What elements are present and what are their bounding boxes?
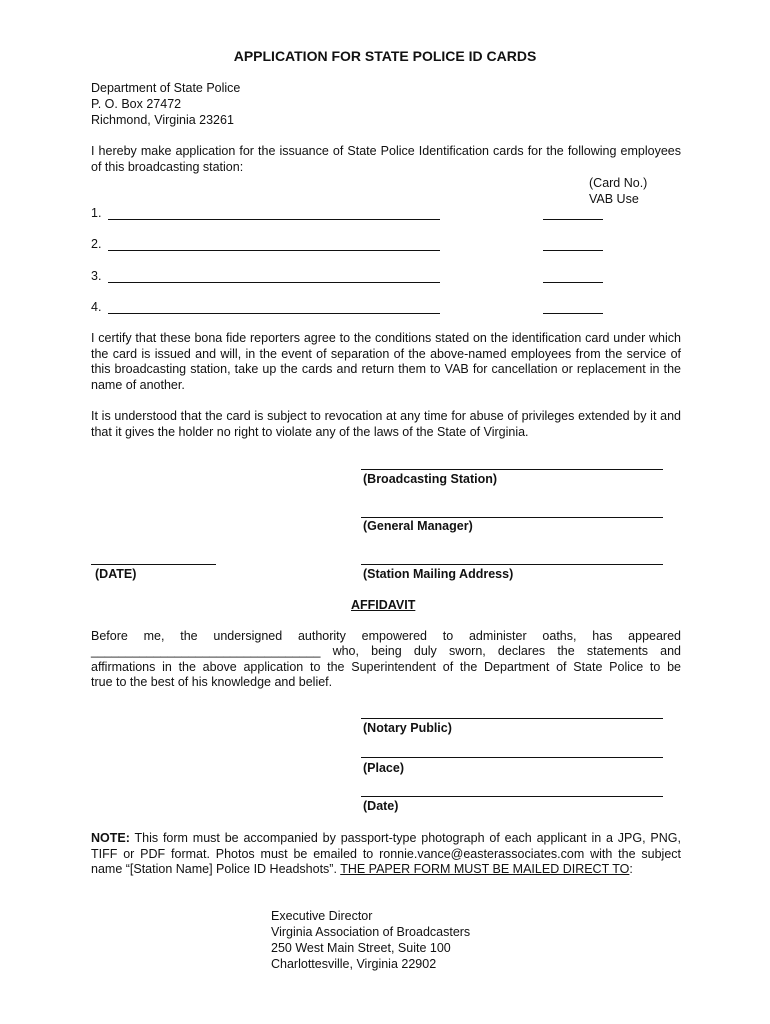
mail-to-line: Charlottesville, Virginia 22902 <box>271 957 437 971</box>
general-manager-caption: (General Manager) <box>363 519 473 533</box>
understood-paragraph: It is understood that the card is subject to revocation at any time for abuse of privileges extended by it and that it gives the holder no right to violate any of the laws of the State of Virginia. <box>91 409 681 439</box>
broadcasting-station-caption: (Broadcasting Station) <box>363 472 498 486</box>
address-line: Department of State Police <box>91 81 241 95</box>
card-number-field[interactable] <box>543 313 603 314</box>
note-text: This form must be accompanied by passport-type photograph of each applicant in a JPG, PNG, TIFF or PDF format. Photos must be emailed to ronnie.vance@easterassociates.com with the subject name “[Station Name] Police ID Headshots”. <box>91 831 681 876</box>
employee-row-number: 3. <box>91 269 102 283</box>
note-label: NOTE: <box>91 831 130 845</box>
mailing-address-caption: (Station Mailing Address) <box>363 567 514 581</box>
employee-name-field[interactable] <box>108 313 440 314</box>
affidavit-line-1: Before me, the undersigned authority empowered to administer oaths, has appeared <box>91 629 681 643</box>
note-colon: : <box>629 862 633 876</box>
certify-paragraph: I certify that these bona fide reporters agree to the conditions stated on the identification card under which the card is issued and will, in the event of separation of the above-named employees from the service of this broadcasting station, take up the cards and return them to VAB for cancellation or replacement in the name of another. <box>91 331 681 392</box>
affidavit-line-2 <box>91 644 681 660</box>
employee-name-field[interactable] <box>108 250 440 251</box>
date-caption: (DATE) <box>95 567 137 581</box>
address-line: P. O. Box 27472 <box>91 97 182 111</box>
intro-paragraph: I hereby make application for the issuance of State Police Identification cards for the following employees of this broadcasting station: <box>91 144 681 174</box>
vab-use-label: VAB Use <box>589 192 639 206</box>
affiant-name-field[interactable]: _________________________________ <box>91 644 321 658</box>
notary-public-field[interactable] <box>361 718 663 719</box>
affidavit-line-4: true to the best of his knowledge and belief. <box>91 675 333 689</box>
general-manager-field[interactable] <box>361 517 663 518</box>
place-caption: (Place) <box>363 761 404 775</box>
mail-to-line: 250 West Main Street, Suite 100 <box>271 941 451 955</box>
card-number-field[interactable] <box>543 282 603 283</box>
page-title: APPLICATION FOR STATE POLICE ID CARDS <box>233 48 537 64</box>
broadcasting-station-field[interactable] <box>361 469 663 470</box>
mailing-address-field[interactable] <box>361 564 663 565</box>
card-number-field[interactable] <box>543 219 603 220</box>
employee-row-number: 4. <box>91 300 102 314</box>
affidavit-date-caption: (Date) <box>363 799 399 813</box>
card-number-field[interactable] <box>543 250 603 251</box>
mail-to-line: Virginia Association of Broadcasters <box>271 925 471 939</box>
affidavit-heading: AFFIDAVIT <box>351 598 416 612</box>
affidavit-date-field[interactable] <box>361 796 663 797</box>
card-no-label: (Card No.) <box>589 176 648 190</box>
employee-name-field[interactable] <box>108 282 440 283</box>
mail-to-line: Executive Director <box>271 909 373 923</box>
affidavit-line-2-text: who, being duly sworn, declares the statements and <box>320 644 681 658</box>
mail-direct-instruction: THE PAPER FORM MUST BE MAILED DIRECT TO <box>340 862 630 876</box>
address-line: Richmond, Virginia 23261 <box>91 113 234 127</box>
date-field[interactable] <box>91 564 216 565</box>
place-field[interactable] <box>361 757 663 758</box>
employee-row-number: 1. <box>91 206 102 220</box>
affidavit-line-3: affirmations in the above application to the Superintendent of the Department of State Police to be <box>91 660 681 674</box>
note-paragraph <box>91 831 681 878</box>
employee-row-number: 2. <box>91 237 102 251</box>
notary-public-caption: (Notary Public) <box>363 721 452 735</box>
employee-name-field[interactable] <box>108 219 440 220</box>
